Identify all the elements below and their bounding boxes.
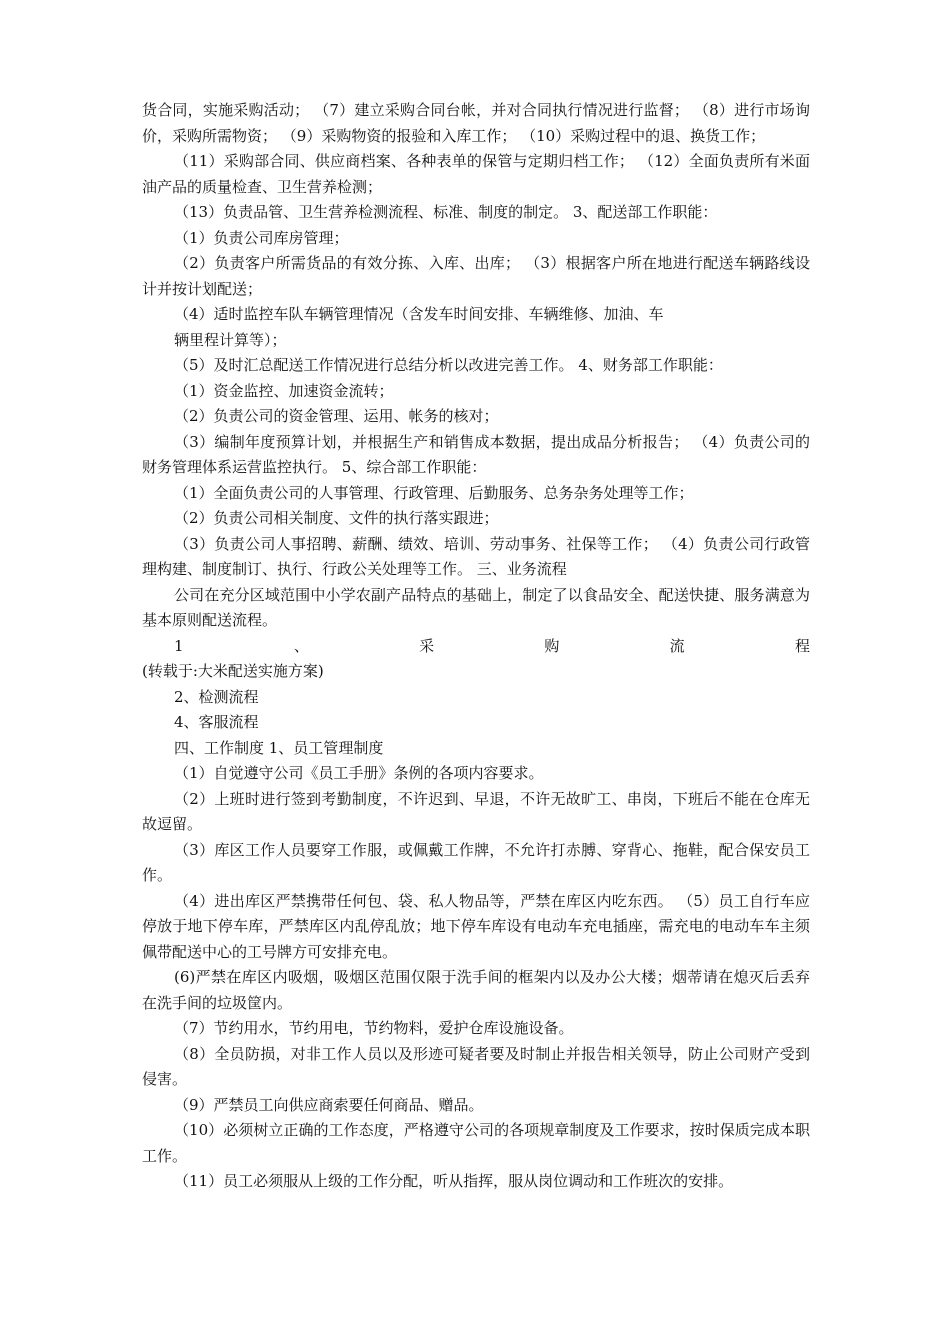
spread-char: 采 bbox=[419, 636, 435, 655]
paragraph-item-11-12: （11）采购部合同、供应商档案、各种表单的保管与定期归档工作； （12）全面负责所有米面油产品的质量检查、卫生营养检测； bbox=[142, 152, 810, 196]
heading-customer-service-process: 4、客服流程 bbox=[174, 713, 259, 731]
paragraph-item-13: （13）负责品管、卫生营养检测流程、标准、制度的制定。 3、配送部工作职能： bbox=[174, 203, 718, 221]
paragraph-admin-3-4: （3）负责公司人事招聘、薪酬、绩效、培训、劳动事务、社保等工作； （4）负责公司行政管理构建、制度制订、执行、行政公关处理等工作。 三、业务流程 bbox=[142, 534, 810, 578]
paragraph-business-process: 公司在充分区域范围中小学农副产品特点的基础上，制定了以食品安全、配送快捷、服务满意为基本原则配送流程。 bbox=[142, 585, 810, 629]
spread-char: 流 bbox=[669, 636, 685, 655]
paragraph-rule-2: （2）上班时进行签到考勤制度，不许迟到、早退，不许无故旷工、串岗，下班后不能在仓库无故逗留。 bbox=[142, 789, 810, 833]
paragraph-delivery-4-cont: 辆里程计算等）； bbox=[174, 330, 287, 349]
paragraph-rule-11: （11）员工必须服从上级的工作分配，听从指挥，服从岗位调动和工作班次的安排。 bbox=[174, 1172, 734, 1190]
paragraph-admin-2: （2）负责公司相关制度、文件的执行落实跟进； bbox=[174, 509, 499, 527]
paragraph-rule-6: (6)严禁在库区内吸烟，吸烟区范围仅限于洗手间的框架内以及办公大楼；烟蒂请在熄灭后丢弃在洗手间的垃圾筐内。 bbox=[142, 968, 810, 1012]
paragraph-admin-1: （1）全面负责公司的人事管理、行政管理、后勤服务、总务杂务处理等工作； bbox=[174, 483, 694, 502]
heading-inspection-process: 2、检测流程 bbox=[174, 687, 259, 706]
paragraph-rule-9: （9）严禁员工向供应商索要任何商品、赠品。 bbox=[174, 1095, 484, 1114]
paragraph-delivery-5: （5）及时汇总配送工作情况进行总结分析以改进完善工作。 4、财务部工作职能： bbox=[174, 356, 723, 374]
spread-char: 、 bbox=[293, 636, 309, 655]
spread-char: 1 bbox=[174, 636, 184, 655]
spread-char: 程 bbox=[794, 636, 810, 655]
paragraph-procurement-duties: 货合同，实施采购活动； （7）建立采购合同台帐，并对合同执行情况进行监督； （8）进行市场询价，采购所需物资； （9）采购物资的报验和入库工作； （10）采购过程中的退、换货工作； bbox=[142, 101, 810, 145]
paragraph-source-note: (转载于:大米配送实施方案) bbox=[142, 662, 324, 680]
paragraph-delivery-2-3: （2）负责客户所需货品的有效分拣、入库、出库； （3）根据客户所在地进行配送车辆路线设计并按计划配送； bbox=[142, 254, 810, 298]
paragraph-rule-8: （8）全员防损，对非工作人员以及形迹可疑者要及时制止并报告相关领导，防止公司财产受到侵害。 bbox=[142, 1044, 810, 1088]
paragraph-rule-10: （10）必须树立正确的工作态度，严格遵守公司的各项规章制度及工作要求，按时保质完成本职工作。 bbox=[142, 1121, 810, 1165]
paragraph-delivery-4: （4）适时监控车队车辆管理情况（含发车时间安排、车辆维修、加油、车 bbox=[174, 305, 664, 323]
document-body bbox=[142, 98, 810, 1195]
spread-char: 购 bbox=[544, 636, 560, 655]
paragraph-rule-1: （1）自觉遵守公司《员工手册》条例的各项内容要求。 bbox=[174, 764, 544, 782]
paragraph-rule-4-5: （4）进出库区严禁携带任何包、袋、私人物品等，严禁在库区内吃东西。 （5）员工自行车应停放于地下停车库，严禁库区内乱停乱放；地下停车库设有电动车充电插座，需充电的电动车车主须佩带配送中心的工号牌方可安排充电。 bbox=[142, 891, 810, 961]
paragraph-rule-3: （3）库区工作人员要穿工作服，或佩戴工作牌，不允许打赤膊、穿背心、拖鞋，配合保安员工作。 bbox=[142, 840, 810, 884]
paragraph-delivery-1: （1）负责公司库房管理； bbox=[174, 228, 349, 247]
paragraph-finance-1: （1）资金监控、加速资金流转； bbox=[174, 381, 394, 400]
heading-work-rules: 四、工作制度 1、员工管理制度 bbox=[174, 738, 384, 757]
heading-procurement-process bbox=[142, 634, 810, 660]
paragraph-rule-7: （7）节约用水，节约用电，节约物料，爱护仓库设施设备。 bbox=[174, 1019, 574, 1037]
paragraph-finance-3-4: （3）编制年度预算计划，并根据生产和销售成本数据，提出成品分析报告； （4）负责公司的财务管理体系运营监控执行。 5、综合部工作职能： bbox=[142, 432, 810, 476]
paragraph-finance-2: （2）负责公司的资金管理、运用、帐务的核对； bbox=[174, 407, 499, 425]
